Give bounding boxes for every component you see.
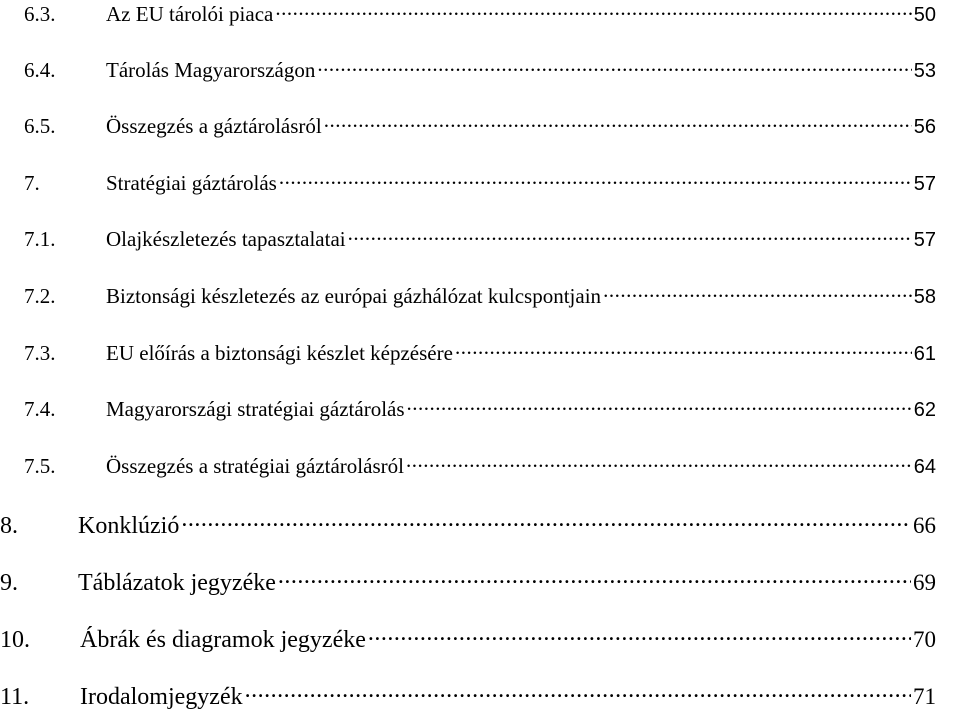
toc-entry-number: 7.1. bbox=[24, 227, 56, 251]
toc-entry[interactable] bbox=[0, 509, 936, 543]
toc-entry-title: Ábrák és diagramok jegyzéke bbox=[80, 627, 366, 653]
dot-leader bbox=[324, 112, 912, 133]
toc-entry-title: Magyarországi stratégiai gáztárolás bbox=[106, 397, 405, 421]
toc-entry-page: 56 bbox=[913, 116, 936, 138]
dot-leader bbox=[245, 680, 911, 704]
toc-entry-page: 70 bbox=[913, 627, 936, 652]
toc-entry-page: 58 bbox=[913, 286, 936, 308]
toc-entry-title: Összegzés a stratégiai gáztárolásról bbox=[106, 454, 404, 478]
toc-entry[interactable] bbox=[24, 225, 936, 255]
toc-entry-page: 57 bbox=[913, 229, 936, 251]
dot-leader bbox=[279, 169, 912, 190]
toc-entry-number: 7.3. bbox=[24, 341, 56, 365]
toc-entry-title: Biztonsági készletezés az európai gázhálózat kulcspontjain bbox=[106, 284, 602, 308]
toc-entry[interactable] bbox=[24, 282, 936, 312]
toc-entry-title: Stratégiai gáztárolás bbox=[106, 171, 277, 195]
toc-entry-number: 6.4. bbox=[24, 58, 56, 82]
toc-entry-page: 69 bbox=[913, 570, 936, 595]
toc-entry[interactable] bbox=[24, 56, 936, 86]
toc-entry-title: EU előírás a biztonsági készlet képzésére bbox=[106, 341, 453, 365]
toc-entry-title: Összegzés a gáztárolásról bbox=[106, 114, 322, 138]
toc-entry[interactable] bbox=[24, 112, 936, 142]
toc-entry-number: 7.5. bbox=[24, 454, 56, 478]
toc-entry-number: 11. bbox=[0, 684, 30, 710]
toc-entry[interactable] bbox=[24, 452, 936, 482]
toc-entry-title: Tárolás Magyarországon bbox=[106, 58, 316, 82]
toc-entry-page: 50 bbox=[913, 4, 936, 26]
toc-entry-title: Konklúzió bbox=[78, 513, 180, 539]
toc-entry-number: 6.5. bbox=[24, 114, 56, 138]
toc-entry-title: Az EU tárolói piaca bbox=[106, 2, 274, 26]
dot-leader bbox=[406, 452, 912, 473]
dot-leader bbox=[455, 339, 912, 360]
toc-entry-number: 7.2. bbox=[24, 284, 56, 308]
toc-entry[interactable] bbox=[24, 169, 936, 199]
toc-entry-number: 7.4. bbox=[24, 397, 56, 421]
toc-entry-page: 64 bbox=[913, 456, 936, 478]
toc-entry-number: 10. bbox=[0, 627, 30, 653]
dot-leader bbox=[278, 566, 911, 590]
toc-entry[interactable] bbox=[0, 680, 936, 714]
toc-entry-page: 53 bbox=[913, 60, 936, 82]
toc-entry-number: 6.3. bbox=[24, 2, 56, 26]
toc-entry-page: 62 bbox=[913, 399, 936, 421]
toc-entry-title: Olajkészletezés tapasztalatai bbox=[106, 227, 346, 251]
dot-leader bbox=[181, 509, 911, 533]
toc-entry[interactable] bbox=[0, 623, 936, 657]
toc-entry[interactable] bbox=[24, 339, 936, 369]
toc-entry-page: 71 bbox=[913, 684, 936, 709]
dot-leader bbox=[275, 0, 911, 21]
toc-entry-number: 9. bbox=[0, 570, 18, 596]
dot-leader bbox=[317, 56, 911, 77]
toc-entry-title: Irodalomjegyzék bbox=[80, 684, 243, 710]
toc-entry-page: 57 bbox=[913, 173, 936, 195]
dot-leader bbox=[603, 282, 912, 303]
toc-entry-number: 8. bbox=[0, 513, 18, 539]
dot-leader bbox=[368, 623, 911, 647]
toc-entry-page: 61 bbox=[913, 343, 936, 365]
toc-entry-number: 7. bbox=[24, 171, 40, 195]
dot-leader bbox=[407, 395, 912, 416]
toc-entry-title: Táblázatok jegyzéke bbox=[78, 570, 276, 596]
toc-entry[interactable] bbox=[24, 0, 936, 30]
dot-leader bbox=[348, 225, 912, 246]
toc-entry[interactable] bbox=[0, 566, 936, 600]
toc-entry-page: 66 bbox=[913, 513, 936, 538]
toc-entry[interactable] bbox=[24, 395, 936, 425]
